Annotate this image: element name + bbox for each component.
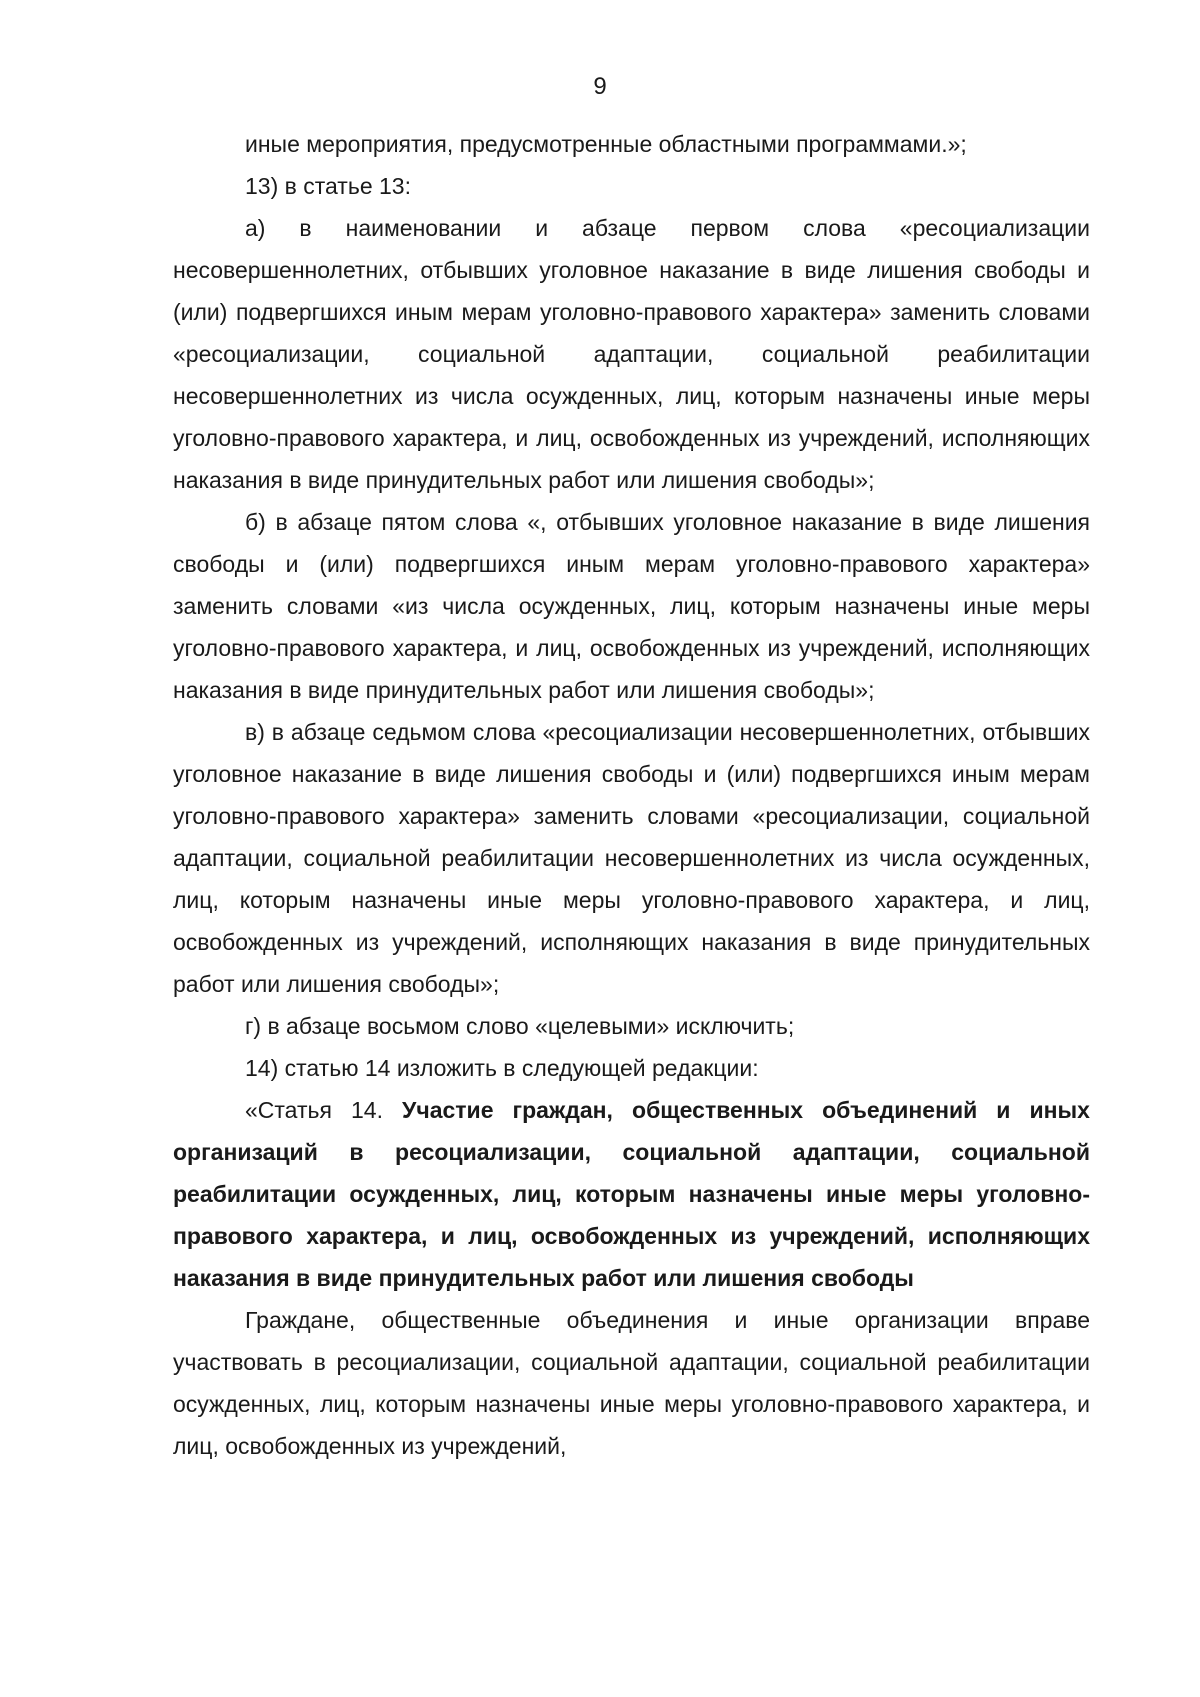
paragraph-item-13: 13) в статье 13: [245, 173, 411, 199]
article-prefix: «Статья 14. [245, 1097, 403, 1123]
paragraph-item-13g: г) в абзаце восьмом слово «целевыми» исключить; [245, 1013, 795, 1039]
document-body [173, 123, 1090, 1467]
page-number: 9 [593, 73, 607, 100]
paragraph-item-14: 14) статью 14 изложить в следующей редакции: [245, 1055, 759, 1081]
paragraph-item-13a: а) в наименовании и абзаце первом слова «ресоциализации несовершеннолетних, отбывших уголовное наказание в виде лишения свободы и (или) подвергшихся иным мерам уголовно-правового характера» заменить словами «ресоциализации, социальной адаптации, социальной реабилитации несовершеннолетних из числа осужденных, лиц, которым назначены иные меры уголовно-правового характера, и лиц, освобожденных из учреждений, исполняющих наказания в виде принудительных работ или лишения свободы»; [173, 215, 1090, 493]
article-heading [173, 1089, 1090, 1299]
paragraph-item-13b: б) в абзаце пятом слова «, отбывших уголовное наказание в виде лишения свободы и (или) подвергшихся иным мерам уголовно-правового характера» заменить словами «из числа осужденных, лиц, которым назначены иные меры уголовно-правового характера, и лиц, освобожденных из учреждений, исполняющих наказания в виде принудительных работ или лишения свободы»; [173, 509, 1090, 703]
paragraph-article-body: Граждане, общественные объединения и иные организации вправе участвовать в ресоциализации, социальной адаптации, социальной реабилитации осужденных, лиц, которым назначены иные меры уголовно-правового характера, и лиц, освобожденных из учреждений, [173, 1307, 1090, 1459]
paragraph-item-13v: в) в абзаце седьмом слова «ресоциализации несовершеннолетних, отбывших уголовное наказание в виде лишения свободы и (или) подвергшихся иным мерам уголовно-правового характера» заменить словами «ресоциализации, социальной адаптации, социальной реабилитации несовершеннолетних из числа осужденных, лиц, которым назначены иные меры уголовно-правового характера, и лиц, освобожденных из учреждений, исполняющих наказания в виде принудительных работ или лишения свободы»; [173, 719, 1090, 997]
paragraph-programs-end: иные мероприятия, предусмотренные областными программами.»; [245, 131, 967, 157]
article-title: Участие граждан, общественных объединений и иных организаций в ресоциализации, социальной адаптации, социальной реабилитации осужденных, лиц, которым назначены иные меры уголовно-правового характера, и лиц, освобожденных из учреждений, исполняющих наказания в виде принудительных работ или лишения свободы [173, 1097, 1090, 1291]
